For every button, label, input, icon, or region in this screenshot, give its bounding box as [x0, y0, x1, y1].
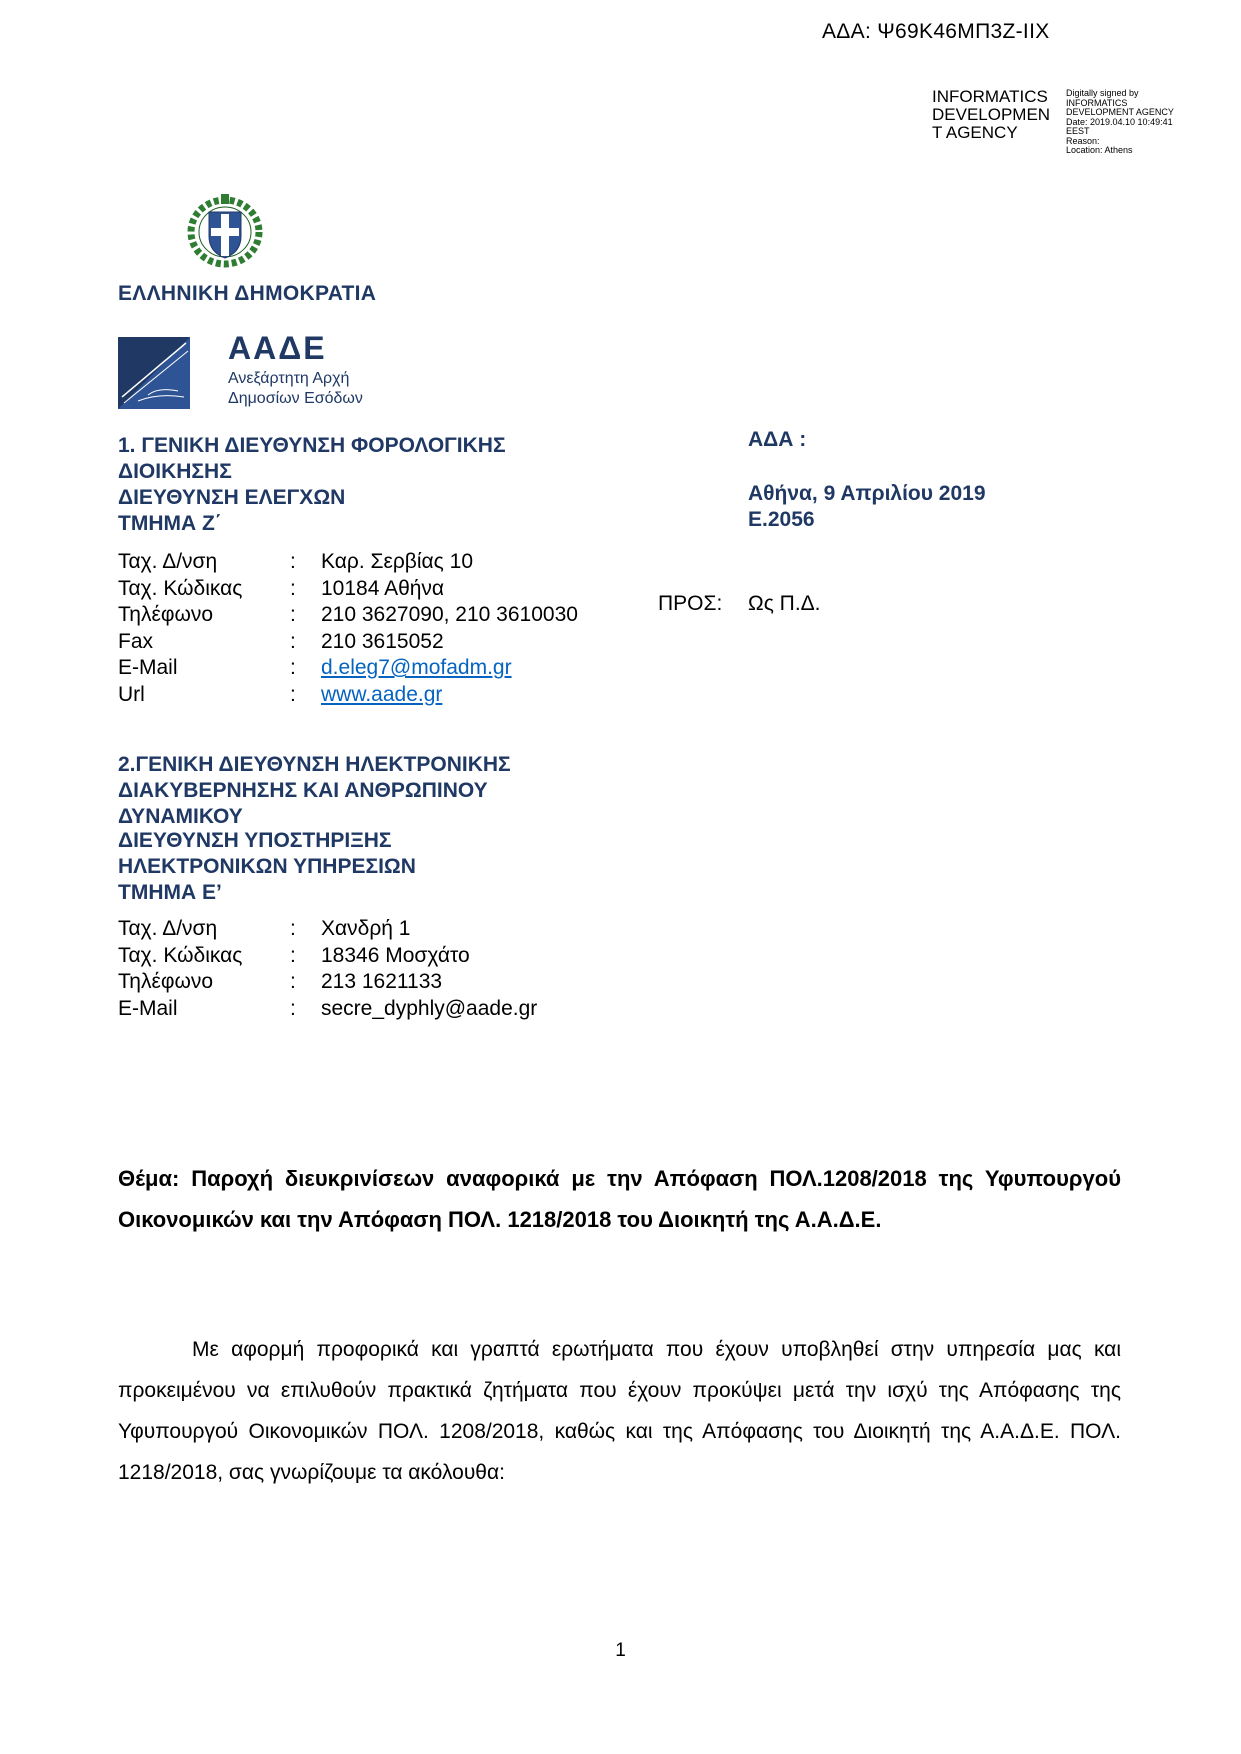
republic-title: ΕΛΛΗΝΙΚΗ ΔΗΜΟΚΡΑΤΙΑ [118, 282, 377, 305]
subject-line: Θέμα: Παροχή διευκρινίσεων αναφορικά με την Απόφαση ΠΟΛ.1208/2018 της Υφυπουργού Οικονομικών και την Απόφαση ΠΟΛ. 1218/2018 του Διοικητή της Α.Α.Δ.Ε. [118, 1166, 1121, 1232]
aade-logo-icon [118, 337, 190, 409]
heading-line: ΔΙΕΥΘΥΝΣΗ ΕΛΕΓΧΩΝ [118, 486, 346, 509]
heading-line: 1. ΓΕΝΙΚΗ ΔΙΕΥΘΥΝΣΗ ΦΟΡΟΛΟΓΙΚΗΣ [118, 434, 506, 457]
contact-separator: : [290, 603, 296, 626]
aade-logo-subtitle-line: Δημοσίων Εσόδων [228, 390, 363, 407]
date-protocol [748, 481, 986, 533]
sender1-heading [118, 433, 506, 537]
heading-line: ΤΜΗΜΑ Ζ΄ [118, 512, 222, 535]
ada-stamp: ΑΔΑ: Ψ69Κ46ΜΠ3Ζ-ΙΙΧ [822, 20, 1050, 43]
contact-row [118, 656, 578, 683]
aade-logo-subtitle [228, 369, 363, 409]
contact-value [321, 656, 578, 683]
contact-separator: : [290, 970, 296, 993]
contact-separator: : [290, 943, 296, 967]
contact-row [118, 917, 537, 944]
hellenic-republic-emblem-icon [185, 192, 265, 268]
contact-value: 210 3615052 [321, 629, 444, 653]
document-date: Αθήνα, 9 Απριλίου 2019 [748, 482, 986, 505]
contact-value: Καρ. Σερβίας 10 [321, 550, 473, 573]
contact-separator: : [290, 996, 296, 1020]
heading-line: ΗΛΕΚΤΡΟΝΙΚΩΝ ΥΠΗΡΕΣΙΩΝ [118, 855, 416, 878]
ada-label: ΑΔΑ : [748, 428, 807, 451]
contact-row [118, 577, 578, 604]
contact-label: Τηλέφωνο [118, 603, 214, 626]
email-link[interactable]: d.eleg7@mofadm.gr [321, 656, 512, 679]
contact-row [118, 630, 578, 657]
heading-line: 2.ΓΕΝΙΚΗ ΔΙΕΥΘΥΝΣΗ ΗΛΕΚΤΡΟΝΙΚΗΣ [118, 753, 511, 776]
heading-line: ΔΙΕΥΘΥΝΣΗ ΥΠΟΣΤΗΡΙΞΗΣ [118, 829, 392, 852]
recipient-value: Ως Π.Δ. [748, 592, 821, 615]
contact-separator: : [290, 656, 296, 679]
sender2-contacts [118, 917, 537, 1023]
contact-label: Fax [118, 629, 154, 653]
signature-name: INFORMATICS DEVELOPMEN T AGENCY [932, 87, 1051, 142]
page-number: 1 [615, 1640, 626, 1661]
contact-row [118, 970, 537, 997]
contact-label: E-Mail [118, 996, 178, 1020]
contact-row [118, 683, 578, 710]
website-link[interactable]: www.aade.gr [321, 682, 443, 706]
contact-value: secre_dyphly@aade.gr [321, 996, 538, 1020]
contact-separator: : [290, 576, 296, 600]
heading-line: ΤΜΗΜΑ Ε’ [118, 881, 222, 904]
aade-logo-title: ΑΑΔΕ [228, 330, 327, 366]
signature-details: Digitally signed by INFORMATICS DEVELOPMENT AGENCY Date: 2019.04.10 10:49:41 EEST Reason: Location: Athens [1066, 88, 1174, 155]
contact-value: 18346 Μοσχάτο [321, 943, 470, 967]
contact-value: 10184 Αθήνα [321, 576, 445, 600]
sender2-subheading [118, 828, 416, 906]
contact-separator: : [290, 629, 296, 653]
contact-label: Τηλέφωνο [118, 970, 214, 993]
contact-row [118, 603, 578, 630]
contact-label: E-Mail [118, 656, 178, 679]
contact-row [118, 997, 537, 1024]
contact-value: 210 3627090, 210 3610030 [321, 603, 578, 626]
contact-row [118, 944, 537, 971]
contact-value: 213 1621133 [321, 970, 443, 993]
contact-label: Ταχ. Δ/νση [118, 917, 218, 940]
contact-separator: : [290, 917, 296, 940]
sender1-contacts [118, 550, 578, 709]
heading-line: ΔΙΑΚΥΒΕΡΝΗΣΗΣ ΚΑΙ ΑΝΘΡΩΠΙΝΟΥ [118, 779, 488, 802]
contact-label: Ταχ. Κώδικας [118, 576, 243, 600]
aade-logo-subtitle-line: Ανεξάρτητη Αρχή [228, 370, 350, 387]
heading-line: ΔΙΟΙΚΗΣΗΣ [118, 460, 232, 483]
contact-separator: : [290, 550, 296, 573]
contact-label: Url [118, 682, 145, 706]
heading-line: ΔΥΝΑΜΙΚΟΥ [118, 805, 243, 828]
contact-separator: : [290, 682, 296, 706]
contact-label: Ταχ. Δ/νση [118, 550, 218, 573]
body-paragraph: Με αφορμή προφορικά και γραπτά ερωτήματα που έχουν υποβληθεί στην υπηρεσία μας και προκειμένου να επιλυθούν πρακτικά ζητήματα που έχουν προκύψει μετά την ισχύ της Απόφασης της Υφυπουργού Οικονομικών ΠΟΛ. 1208/2018, καθώς και της Απόφασης του Διοικητή της Α.Α.Δ.Ε. ΠΟΛ. 1218/2018, σας γνωρίζουμε τα ακόλουθα: [118, 1338, 1121, 1484]
protocol-number: Ε.2056 [748, 508, 815, 531]
contact-value: Χανδρή 1 [321, 917, 411, 940]
contact-row [118, 550, 578, 577]
recipient-label: ΠΡΟΣ: [658, 592, 723, 615]
contact-label: Ταχ. Κώδικας [118, 943, 243, 967]
contact-value [321, 683, 578, 710]
sender2-heading [118, 752, 511, 830]
